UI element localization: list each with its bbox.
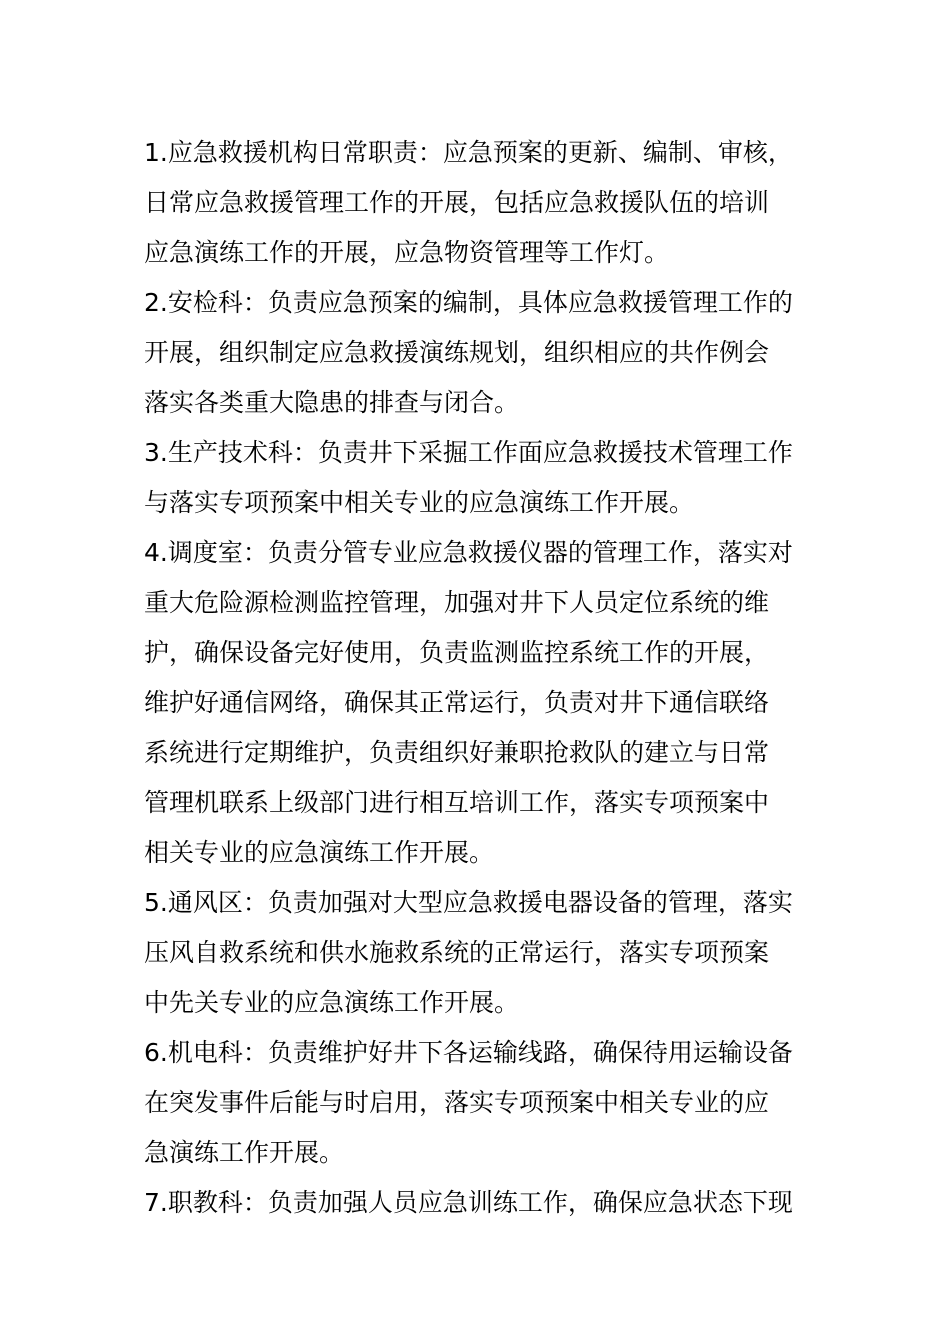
text-line: 急演练工作开展。 (144, 1138, 345, 1167)
text-line: 护，确保设备完好使用，负责监测监控系统工作的开展， (144, 638, 770, 667)
text-line: 压风自救系统和供水施救系统的正常运行，落实专项预案 (144, 938, 770, 967)
text-line: 管理机联系上级部门进行相互培训工作，落实专项预案中 (144, 788, 770, 817)
text-line: 系统进行定期维护，负责组织好兼职抢救队的建立与日常 (144, 738, 770, 767)
text-line: 3.生产技术科：负责井下采掘工作面应急救援技术管理工作 (144, 438, 793, 467)
text-line: 维护好通信网络，确保其正常运行，负责对井下通信联络 (144, 688, 770, 717)
text-line: 6.机电科：负责维护好井下各运输线路，确保待用运输设备 (144, 1038, 793, 1067)
text-line: 2.安检科：负责应急预案的编制，具体应急救援管理工作的 (144, 288, 793, 317)
text-line: 4.调度室：负责分管专业应急救援仪器的管理工作，落实对 (144, 538, 793, 567)
text-line: 落实各类重大隐患的排查与闭合。 (144, 388, 520, 417)
text-line: 日常应急救援管理工作的开展，包括应急救援队伍的培训 (144, 188, 770, 217)
text-line: 中先关专业的应急演练工作开展。 (144, 988, 520, 1017)
text-line: 与落实专项预案中相关专业的应急演练工作开展。 (144, 488, 695, 517)
document-body (144, 128, 812, 1228)
text-line: 应急演练工作的开展，应急物资管理等工作灯。 (144, 238, 670, 267)
text-line: 1.应急救援机构日常职责：应急预案的更新、编制、审核， (144, 138, 793, 167)
text-line: 7.职教科：负责加强人员应急训练工作，确保应急状态下现 (144, 1188, 793, 1217)
text-line: 5.通风区：负责加强对大型应急救援电器设备的管理，落实 (144, 888, 793, 917)
text-line: 在突发事件后能与时启用，落实专项预案中相关专业的应 (144, 1088, 770, 1117)
text-line: 相关专业的应急演练工作开展。 (144, 838, 495, 867)
text-line: 开展，组织制定应急救援演练规划，组织相应的共作例会 (144, 338, 770, 367)
text-line: 重大危险源检测监控管理，加强对井下人员定位系统的维 (144, 588, 770, 617)
